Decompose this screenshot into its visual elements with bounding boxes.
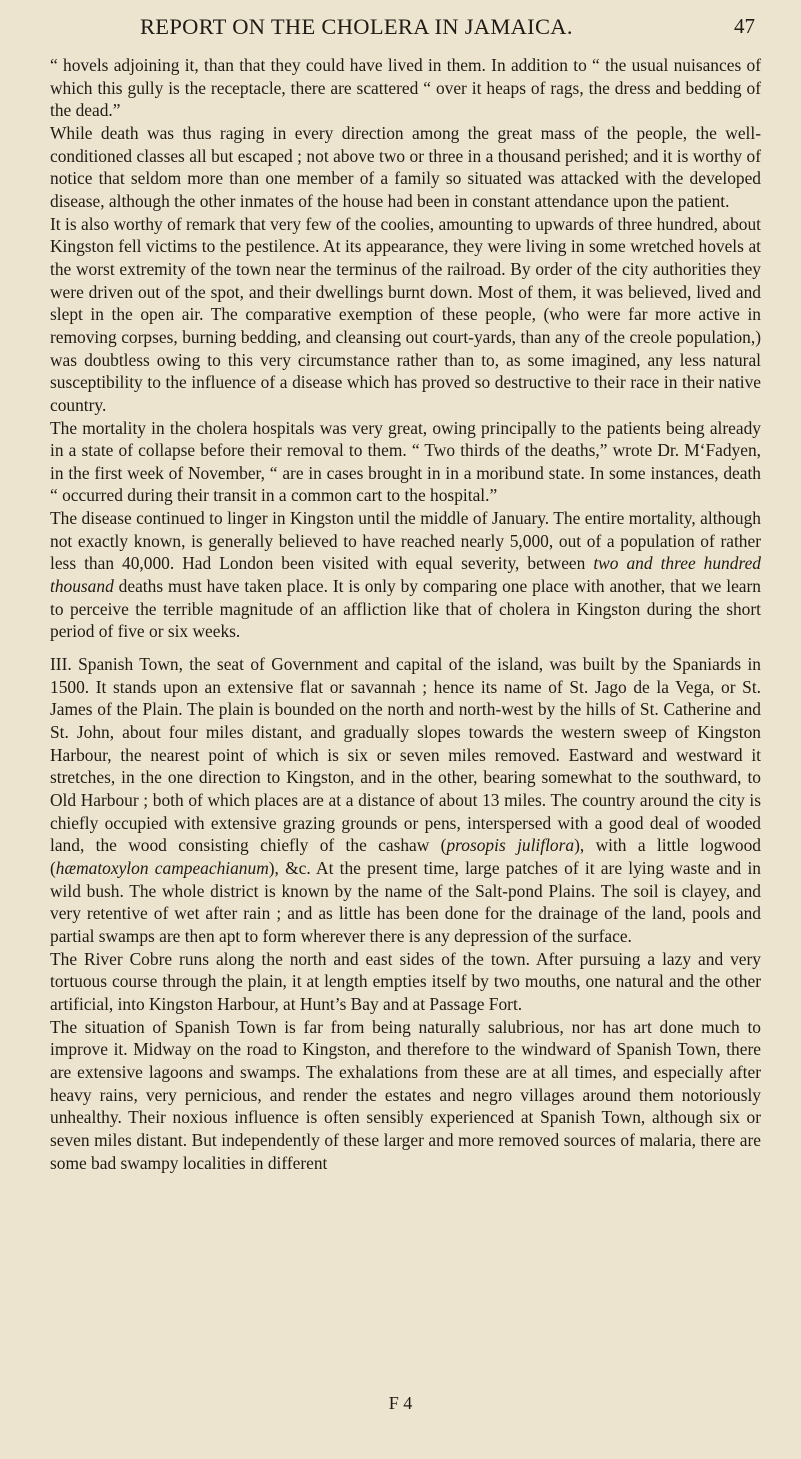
paragraph-river-cobre: The River Cobre runs along the north and east sides of the town. After pursuing a lazy and very tortuous course through the plain, it at length empties itself by two mouths, one natural and the other artificial, into Kingston Harbour, at Hunt’s Bay and at Passage Fort.: [50, 948, 761, 1014]
paragraph-disease-linger: The disease continued to linger in Kingston until the middle of January. The entire mortality, although not exactly known, is generally believed to have reached nearly 5,000, out of a population of rather less than 40,000. Had London been visited with equal severity, between two and three hundred thousand deaths must have taken place. It is only by comparing one place with another, that we learn to perceive the terrible magnitude of an affliction like that of cholera in Kingston during the short period of five or six weeks.: [50, 508, 761, 642]
page-header: [50, 10, 761, 46]
page-number: 47: [734, 14, 755, 38]
page-body: [50, 54, 761, 1174]
paragraph-spanish-town: III. Spanish Town, the seat of Government and capital of the island, was built by the Spaniards in 1500. It stands upon an extensive flat or savannah ; hence its name of St. Jago de la Vega, or St. James of the Plain. The plain is bounded on the north and north-west by the hills of St. Catherine and St. John, about four miles distant, and gradually slopes towards the western sweep of Kingston Harbour, the nearest point of which is six or seven miles removed. Eastward and westward it stretches, in the one direction to Kingston, and in the other, bearing somewhat to the southward, to Old Harbour ; both of which places are at a distance of about 13 miles. The country around the city is chiefly occupied with extensive grazing grounds or pens, interspersed with a good deal of wooded land, the wood consisting chiefly of the cashaw (prosopis juliflora), with a little logwood (hæmatoxylon campeachianum), &c. At the present time, large patches of it are lying waste and in wild bush. The whole district is known by the name of the Salt-pond Plains. The soil is clayey, and very retentive of wet after rain ; and as little has been done for the drainage of the land, pools and partial swamps are then apt to form wherever there is any depression of the surface.: [50, 654, 761, 946]
paragraph-coolies: It is also worthy of remark that very few of the coolies, amounting to upwards of three hundred, about Kingston fell victims to the pestilence. At its appearance, they were living in some wretched hovels at the worst extremity of the town near the terminus of the railroad. By order of the city authorities they were driven out of the spot, and their dwellings burnt down. Most of them, it was believed, lived and slept in the open air. The comparative exemption of these people, (who were far more active in removing corpses, burning bedding, and cleansing out court-yards, than any of the creole population,) was doubtless owing to this very circumstance rather than to, as some imagined, any less natural susceptibility to the influence of a disease which has proved so destructive to their race in their native country.: [50, 213, 761, 415]
signature-mark: F 4: [388, 1393, 413, 1413]
paragraph-hospital-mortality: The mortality in the cholera hospitals was very great, owing principally to the patients being already in a state of collapse before their removal to them. “ Two thirds of the deaths,” wrote Dr. M‘Fadyen, in the first week of November, “ are in cases brought in in a moribund state. In some instances, death “ occurred during their transit in a common cart to the hospital.”: [50, 417, 761, 506]
paragraph-situation: The situation of Spanish Town is far from being naturally salubrious, nor has art done much to improve it. Midway on the road to Kingston, and therefore to the windward of Spanish Town, there are extensive lagoons and swamps. The exhalations from these are at all times, and especially after heavy rains, very pernicious, and render the estates and negro villages around them notoriously unhealthy. Their noxious influence is often sensibly experienced at Spanish Town, although six or seven miles distant. But independently of these larger and more removed sources of malaria, there are some bad swampy localities in different: [50, 1016, 761, 1173]
paragraph-quote-continuation: “ hovels adjoining it, than that they could have lived in them. In addition to “ the usual nuisances of which this gully is the receptacle, there are scattered “ over it heaps of rags, the dress and bedding of the dead.”: [50, 55, 761, 121]
paragraph-well-conditioned: While death was thus raging in every direction among the great mass of the people, the well-conditioned classes all but escaped ; not above two or three in a thousand perished; and it is worthy of notice that seldom more than one member of a family so situated was attacked with the developed disease, although the other inmates of the house had been in constant attendance upon the patient.: [50, 122, 761, 211]
running-title: REPORT ON THE CHOLERA IN JAMAICA.: [140, 14, 573, 39]
